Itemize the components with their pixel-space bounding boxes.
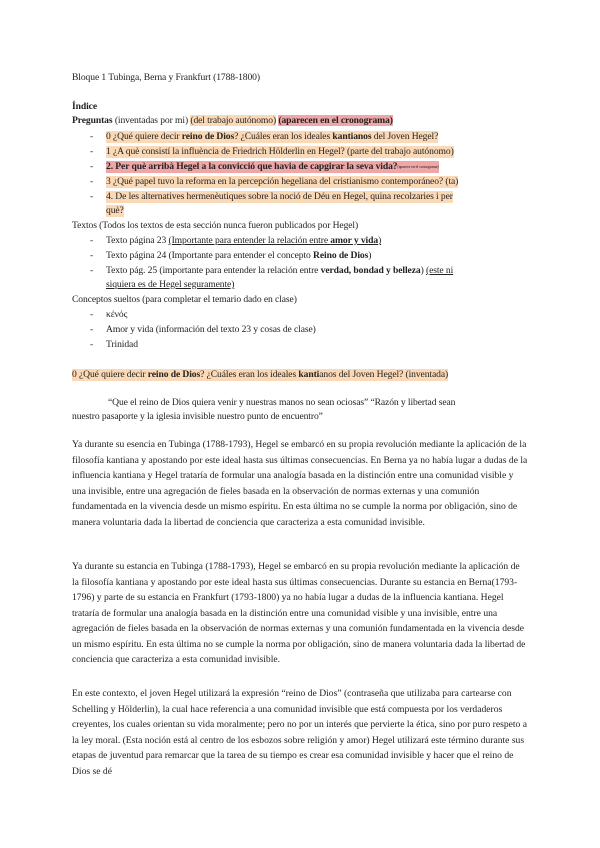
pregunta-0[interactable]: 0 ¿Qué quiere decir reino de Dios? ¿Cuáles eran los ideales kantianos del Joven Hegel?	[106, 131, 439, 142]
list-bullet: -	[90, 250, 94, 261]
concepto-item: Amor y vida (información del texto 23 y cosas de clase)	[106, 324, 316, 335]
list-bullet: -	[90, 131, 94, 142]
texto-item-25-line2: siquiera es de Hegel seguramente)	[106, 279, 235, 290]
pregunta-1[interactable]: 1 ¿A què consistí la influència de Friedrich Hölderlin en Hegel? (parte del trabajo autónomo)	[106, 146, 454, 157]
concepto-item: κένός	[106, 309, 128, 320]
pregunta-4-line1[interactable]: 4. De les alternatives hermenèutiques sobre la noció de Déu en Hegel, quina recolzaries i per	[106, 191, 453, 202]
list-bullet: -	[90, 191, 94, 202]
document-header: Bloque 1 Tubinga, Berna y Frankfurt (1788-1800)	[72, 72, 260, 83]
preguntas-note-3: (aparecen en el cronograma)	[278, 115, 393, 126]
body-paragraph-2: Ya durante su estancia en Tubinga (1788-1793), Hegel se embarcó en su propia revolución mediante la aplicación de la filosofía kantiana y apostando por este ideal hasta sus últimas consecuencias. Durante su estancia en Berna(1793-1796) y parte de su estancia en Frankfurt (1793-1800) ya no había lugar a dudas de la influencia kantiana. Hegel trataría de formular una analogía basada en la distinción entre una comunidad visible y una invisible, entre una agregación de fieles basada en la observación de normas externas y una comunión fundamentada en la vivencia desde un mismo espíritu. En esta última no se cumple la norma por obligación, sino de manera voluntaria dada la libertad de conciencia que caracteriza a esta comunidad invisible.	[72, 561, 526, 665]
pregunta-3[interactable]: 3 ¿Qué papel tuvo la reforma en la percepción hegeliana del cristianismo contemporáneo? (ta)	[106, 176, 459, 187]
preguntas-note-2: (del trabajo autónomo)	[190, 115, 277, 126]
preguntas-label: Preguntas	[72, 115, 113, 126]
section-heading: 0 ¿Qué quiere decir reino de Dios? ¿Cuáles eran los ideales kantianos del Joven Hegel? (inventada)	[72, 369, 449, 380]
preguntas-heading	[72, 115, 393, 127]
conceptos-intro: Conceptos sueltos (para completar el temario dado en clase)	[72, 294, 297, 305]
texto-item-24[interactable]: Texto página 24 (Importante para entender el concepto Reino de Dios)	[106, 250, 372, 261]
quote-line-2: nuestro pasaporte y la iglesia invisible nuestro punto de encuentro”	[72, 411, 323, 422]
preguntas-note-1: (inventadas por mi)	[114, 115, 189, 126]
textos-intro: Textos (Todos los textos de esta sección nunca fueron publicados por Hegel)	[72, 220, 359, 231]
list-bullet: -	[90, 309, 94, 320]
texto-item-25[interactable]: Texto pág. 25 (importante para entender la relación entre verdad, bondad y belleza) (este ni	[106, 265, 454, 276]
list-bullet: -	[90, 265, 94, 276]
list-bullet: -	[90, 235, 94, 246]
texto-item-23[interactable]: Texto página 23 (Importante para entender la relación entre amor y vida)	[106, 235, 382, 246]
body-paragraph-3: En este contexto, el joven Hegel utilizará la expresión “reino de Dios” (contraseña que utilizaba para cartearse con Schelling y Hölderlin), la cual hace referencia a una comunidad invisible que está compuesta por los verdaderos creyentes, los cuales orientan su vida moralmente; pero no por un interés que pervierte la ética, sino por puro respeto a la ley moral. (Esta noción está al centro de los esbozos sobre religión y amor) Hegel utilizará este término durante sus etapas de juventud para remarcar que la tarea de su tiempo es crear esa comunidad invisible y hacer que el reino de Dios se dé	[72, 688, 528, 777]
list-bullet: -	[90, 339, 94, 350]
body-paragraph-1: Ya durante su esencia en Tubinga (1788-1793), Hegel se embarcó en su propia revolución mediante la aplicación de la filosofía kantiana y apostando por este ideal hasta sus últimas consecuencias. En Berna ya no había lugar a dudas de la influencia kantiana y Hegel trataría de formular una analogía basada en la distinción entre una comunidad visible y una invisible, entre una agregación de fieles basada en la observación de normas externas y una comunión fundamentada en la vivencia desde un mismo espíritu. En esta última no se cumple la norma por obligación, sino de manera voluntaria dada la libertad de conciencia que caracteriza a esta comunidad invisible.	[72, 439, 528, 528]
list-bullet: -	[90, 161, 94, 172]
list-bullet: -	[90, 146, 94, 157]
list-bullet: -	[90, 324, 94, 335]
list-bullet: -	[90, 176, 94, 187]
index-title: Índice	[72, 101, 97, 112]
pregunta-4-line2[interactable]: què?	[106, 205, 124, 216]
quote-line-1: “Que el reino de Dios quiera venir y nuestras manos no sean ociosas” “Razón y libertad sean	[108, 397, 456, 408]
pregunta-2[interactable]: 2. Per què arribà Hegel a la convicció que havia de capgirar la seva vida?(aparece en el cronograma)	[106, 161, 439, 173]
concepto-item: Trinidad	[106, 339, 138, 350]
